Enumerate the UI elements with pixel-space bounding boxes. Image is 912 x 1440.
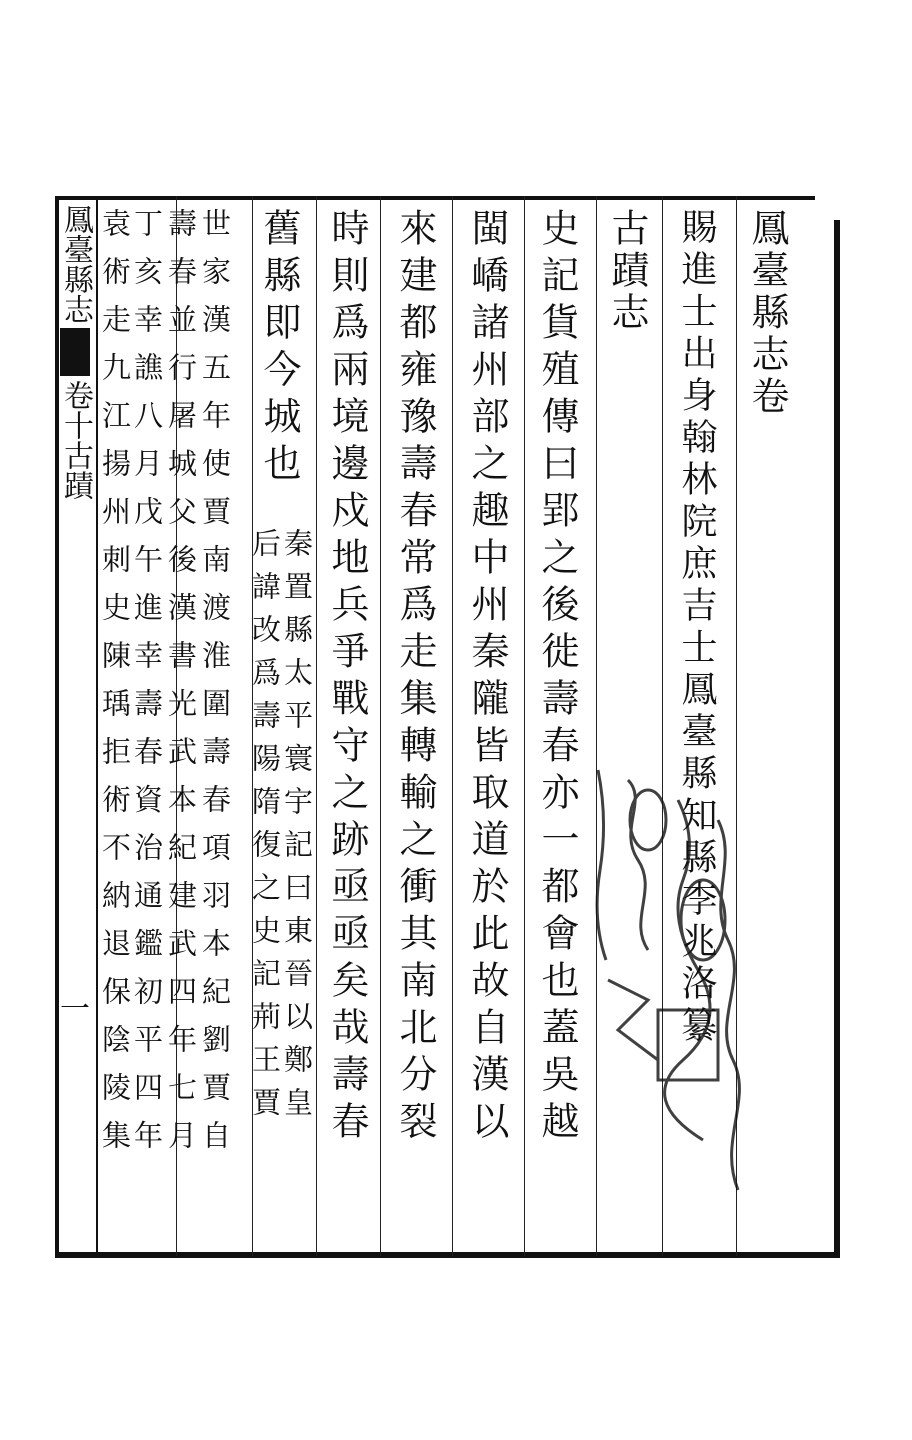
text-column: 來建都雍豫壽春常爲走集轉輸之衝其南北分裂 bbox=[393, 208, 437, 1148]
annotation-column-right: 秦置縣太平寰宇記曰東晉以鄭皇 bbox=[280, 528, 314, 1130]
text-column: 時則爲兩境邊戍地兵爭戰守之跡亟亟矣哉壽春 bbox=[325, 208, 369, 1148]
gutter-page-number: 一 bbox=[60, 992, 90, 1027]
column-rule bbox=[524, 196, 525, 1256]
bottom-border bbox=[55, 1252, 839, 1258]
gutter-volume: 卷十 bbox=[58, 380, 93, 440]
right-border bbox=[834, 220, 840, 1258]
fishtail-marker bbox=[60, 328, 90, 376]
column-rule bbox=[380, 196, 381, 1256]
gutter-title: 鳳臺縣志 bbox=[58, 204, 93, 324]
annotation-column: 世家漢五年使賈南渡淮圍壽春項羽本紀劉賈自 bbox=[198, 208, 232, 1168]
gutter-section: 古蹟 bbox=[58, 440, 93, 500]
text-column: 舊縣即今城也 bbox=[257, 208, 301, 490]
column-rule bbox=[316, 196, 317, 1256]
text-column: 閩嶠諸州部之趣中州秦隴皆取道於此故自漢以 bbox=[465, 208, 509, 1148]
annotation-column: 袁術走九江揚州刺史陳瑀拒術不納退保陰陵集 bbox=[98, 208, 132, 1168]
top-border bbox=[55, 196, 815, 200]
annotation-column-left: 后諱改爲壽陽隋復之史記荊王賈 bbox=[248, 528, 282, 1130]
volume-title: 鳳臺縣志卷 bbox=[745, 208, 789, 418]
column-rule bbox=[452, 196, 453, 1256]
collector-seal bbox=[588, 760, 748, 1220]
text-column: 史記貨殖傳曰郢之後徙壽春亦一都會也蓋吳越 bbox=[535, 208, 579, 1148]
left-border bbox=[55, 196, 59, 1258]
gutter-label bbox=[58, 204, 93, 500]
compiler-line: 賜進士出身翰林院庶吉士鳳臺縣知縣李兆洛纂 bbox=[676, 208, 717, 1048]
section-heading: 古蹟志 bbox=[605, 208, 649, 334]
annotation-column: 壽春並行屠城父後漢書光武本紀建武四年七月 bbox=[164, 208, 198, 1168]
annotation-column: 丁亥幸譙八月戊午進幸壽春資治通鑑初平四年 bbox=[130, 208, 164, 1168]
